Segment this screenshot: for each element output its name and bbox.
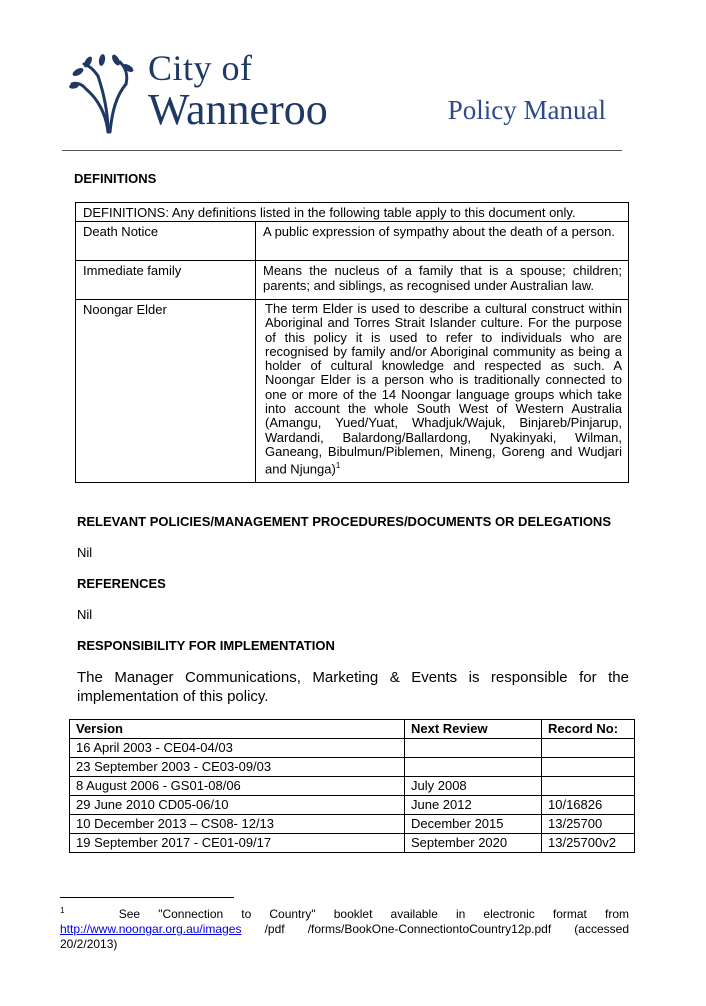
table-row [70, 834, 635, 853]
table-row [70, 739, 635, 758]
responsibility-body: The Manager Communications, Marketing & Events is responsible for the implementation of this policy. [77, 669, 629, 705]
version-cell: 8 August 2006 - GS01-08/06 [70, 777, 405, 796]
manual-title: Policy Manual [447, 95, 606, 125]
definition-desc: Means the nucleus of a family that is a spouse; children; parents; and siblings, as recognised under Australian law. [256, 261, 629, 300]
version-cell: 29 June 2010 CD05-06/10 [70, 796, 405, 815]
next-review-cell [405, 739, 542, 758]
kangaroo-paw-icon [68, 54, 148, 134]
table-row [70, 758, 635, 777]
next-review-header: Next Review [405, 720, 542, 739]
definition-term: Noongar Elder [76, 300, 256, 483]
record-no-cell: 13/25700v2 [542, 834, 635, 853]
version-history-table [69, 719, 635, 853]
definition-desc: The term Elder is used to describe a cultural construct within Aboriginal and Torres Strait Islander culture. For the purpose of this policy it is used to refer to individuals who are recognised by family and/or Aboriginal community as being a holder of cultural knowledge and respected as such. A Noongar Elder is a person who is traditionally connected to one or more of the 14 Noongar language groups which take into account the whole South West of Western Australia (Amangu, Yued/Yuat, Whadjuk/Wajuk, Binjareb/Pinjarup, Wardandi, Balardong/Ballardong, Nyakinyaki, Wilman, Ganeang, Bibulmun/Piblemen, Mineng, Goreng and Wudjari and Njunga) [265, 301, 622, 477]
definition-term: Immediate family [76, 261, 256, 300]
version-cell: 10 December 2013 – CS08- 12/13 [70, 815, 405, 834]
table-row [76, 203, 629, 222]
footnote-text: See "Connection to Country" booklet available in electronic format from [118, 907, 629, 921]
responsibility-heading: RESPONSIBILITY FOR IMPLEMENTATION [77, 638, 335, 653]
definition-term: Death Notice [76, 222, 256, 261]
record-no-cell [542, 777, 635, 796]
table-row [76, 261, 629, 300]
next-review-cell: June 2012 [405, 796, 542, 815]
record-no-cell: 10/16826 [542, 796, 635, 815]
version-cell: 19 September 2017 - CE01-09/17 [70, 834, 405, 853]
references-heading: REFERENCES [77, 576, 166, 591]
relevant-policies-body: Nil [77, 545, 93, 560]
next-review-cell: July 2008 [405, 777, 542, 796]
table-header-row [70, 720, 635, 739]
version-header: Version [70, 720, 405, 739]
record-no-cell: 13/25700 [542, 815, 635, 834]
definition-desc: A public expression of sympathy about the death of a person. [256, 222, 629, 261]
footnote [60, 903, 629, 952]
org-name-line2: Wanneroo [148, 85, 328, 134]
next-review-cell: September 2020 [405, 834, 542, 853]
relevant-policies-heading: RELEVANT POLICIES/MANAGEMENT PROCEDURES/DOCUMENTS OR DELEGATIONS [77, 514, 611, 529]
definitions-heading: DEFINITIONS [74, 171, 157, 186]
record-no-cell [542, 758, 635, 777]
version-cell: 16 April 2003 - CE04-04/03 [70, 739, 405, 758]
table-row [70, 815, 635, 834]
definitions-intro: DEFINITIONS: Any definitions listed in the following table apply to this document only. [76, 203, 629, 222]
org-name-line1: City of [148, 48, 253, 88]
footnote-text-after: /pdf /forms/BookOne-ConnectiontoCountry12p.pdf (accessed 20/2/2013) [60, 922, 629, 951]
footnote-divider [60, 897, 234, 898]
table-row [70, 796, 635, 815]
footnote-ref[interactable]: 1 [335, 461, 341, 471]
footnote-link[interactable]: http://www.noongar.org.au/images [60, 922, 242, 936]
version-cell: 23 September 2003 - CE03-09/03 [70, 758, 405, 777]
record-no-cell [542, 739, 635, 758]
next-review-cell: December 2015 [405, 815, 542, 834]
header-divider [62, 150, 622, 151]
table-row [76, 222, 629, 261]
table-row [70, 777, 635, 796]
definitions-table [75, 202, 629, 483]
footnote-number: 1 [60, 906, 65, 915]
references-body: Nil [77, 607, 93, 622]
next-review-cell [405, 758, 542, 777]
record-no-header: Record No: [542, 720, 635, 739]
definition-desc-cell [256, 300, 629, 483]
table-row [76, 300, 629, 483]
